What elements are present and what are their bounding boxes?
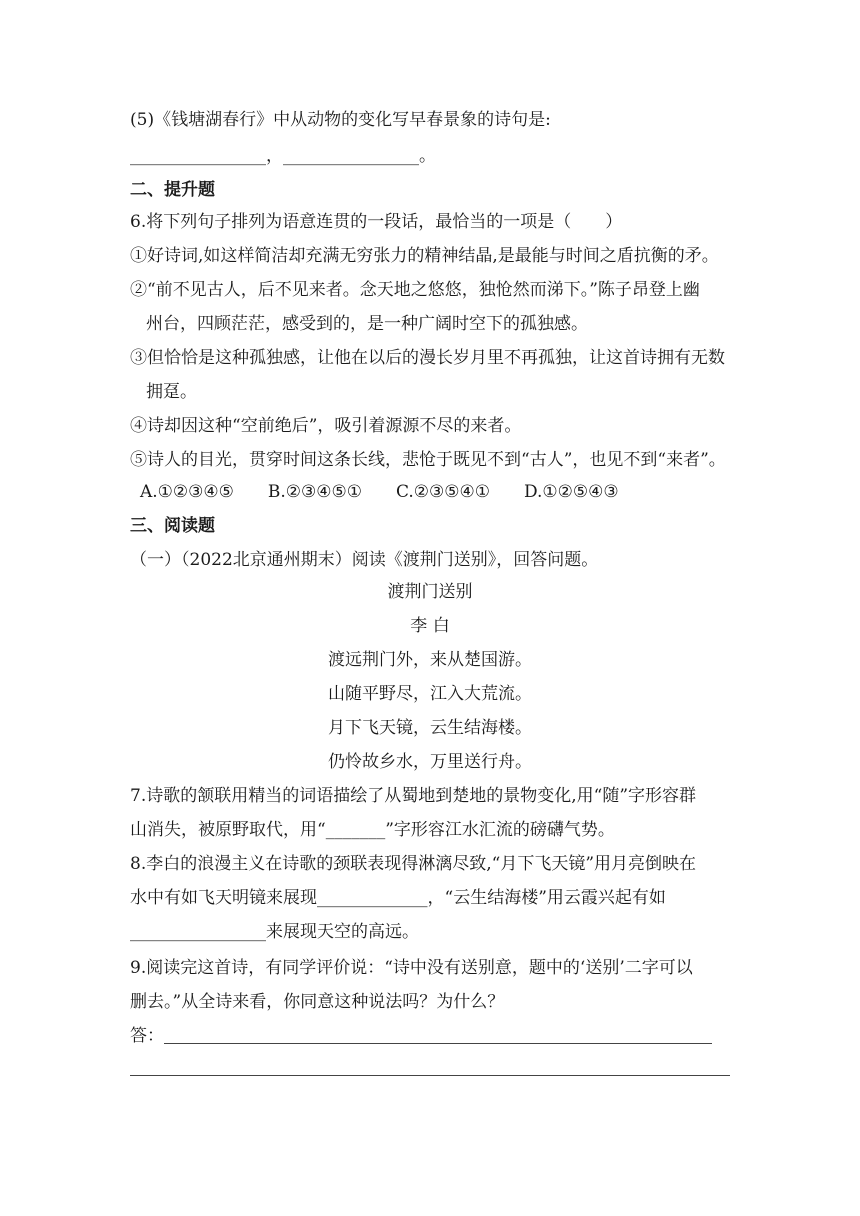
poem-line-3: 月下飞天镜，云生结海楼。: [328, 718, 532, 738]
poem-line-1: 渡远荆门外，来从楚国游。: [328, 650, 532, 670]
question-6-sentence-1: ①好诗词,如这样简洁却充满无穷张力的精神结晶,是最能与时间之盾抗衡的矛。: [130, 246, 719, 266]
question-9-line-2: 删去。”从全诗来看，你同意这种说法吗？为什么？: [130, 992, 505, 1012]
question-6-sentence-3-cont: 拥趸。: [146, 382, 197, 402]
question-6-sentence-4: ④诗却因这种“空前绝后”，吸引着源源不尽的来者。: [130, 416, 522, 436]
question-6-sentence-2: ②“前不见古人，后不见来者。念天地之悠悠，独怆然而涕下。”陈子昂登上幽: [130, 280, 700, 300]
section-2-heading: 二、提升题: [130, 180, 215, 200]
question-5-blanks: ________________，________________。: [130, 146, 436, 166]
question-9-line-1: 9.阅读完这首诗，有同学评价说：“诗中没有送别意，题中的‘送别’二字可以: [130, 958, 693, 978]
poem-line-4: 仍怜故乡水，万里送行舟。: [328, 752, 532, 772]
poem-author: 李 白: [410, 616, 450, 636]
answer-label: 答：: [130, 1026, 164, 1046]
question-6-options: A.①②③④⑤ B.②③④⑤① C.②③⑤④① D.①②⑤④③: [140, 482, 619, 502]
reading-intro: （一）（2022北京通州期末）阅读《渡荆门送别》，回答问题。: [130, 550, 599, 570]
question-8-line-3: ________________来展现天空的高远。: [130, 922, 419, 942]
poem-line-2: 山随平野尽，江入大荒流。: [328, 684, 532, 704]
question-8-line-1: 8.李白的浪漫主义在诗歌的颈联表现得淋漓尽致,“月下飞天镜”用月亮倒映在: [130, 854, 697, 874]
question-6-sentence-5: ⑤诗人的目光，贯穿时间这条长线，悲怆于既见不到“古人”，也见不到“来者”。: [130, 450, 726, 470]
question-7-line-2: 山消失，被原野取代，用“_______”字形容江水汇流的磅礴气势。: [130, 820, 615, 840]
poem-title: 渡荆门送别: [387, 582, 473, 602]
question-6-sentence-3: ③但恰恰是这种孤独感，让他在以后的漫长岁月里不再孤独，让这首诗拥有无数: [130, 348, 725, 368]
question-5-text: (5)《钱塘湖春行》中从动物的变化写早春景象的诗句是:: [130, 110, 551, 130]
answer-line-1[interactable]: [164, 1043, 712, 1044]
question-8-line-2: 水中有如飞天明镜来展现_____________，“云生结海楼”用云霞兴起有如: [130, 888, 666, 908]
answer-line-2[interactable]: [130, 1075, 730, 1076]
section-3-heading: 三、阅读题: [130, 516, 215, 536]
question-7-line-1: 7.诗歌的颔联用精当的词语描绘了从蜀地到楚地的景物变化,用“随”字形容群: [130, 786, 697, 806]
question-6-stem: 6.将下列句子排列为语意连贯的一段话，最恰当的一项是（ ）: [130, 212, 623, 232]
question-6-sentence-2-cont: 州台，四顾茫茫，感受到的，是一种广阔时空下的孤独感。: [146, 314, 588, 334]
